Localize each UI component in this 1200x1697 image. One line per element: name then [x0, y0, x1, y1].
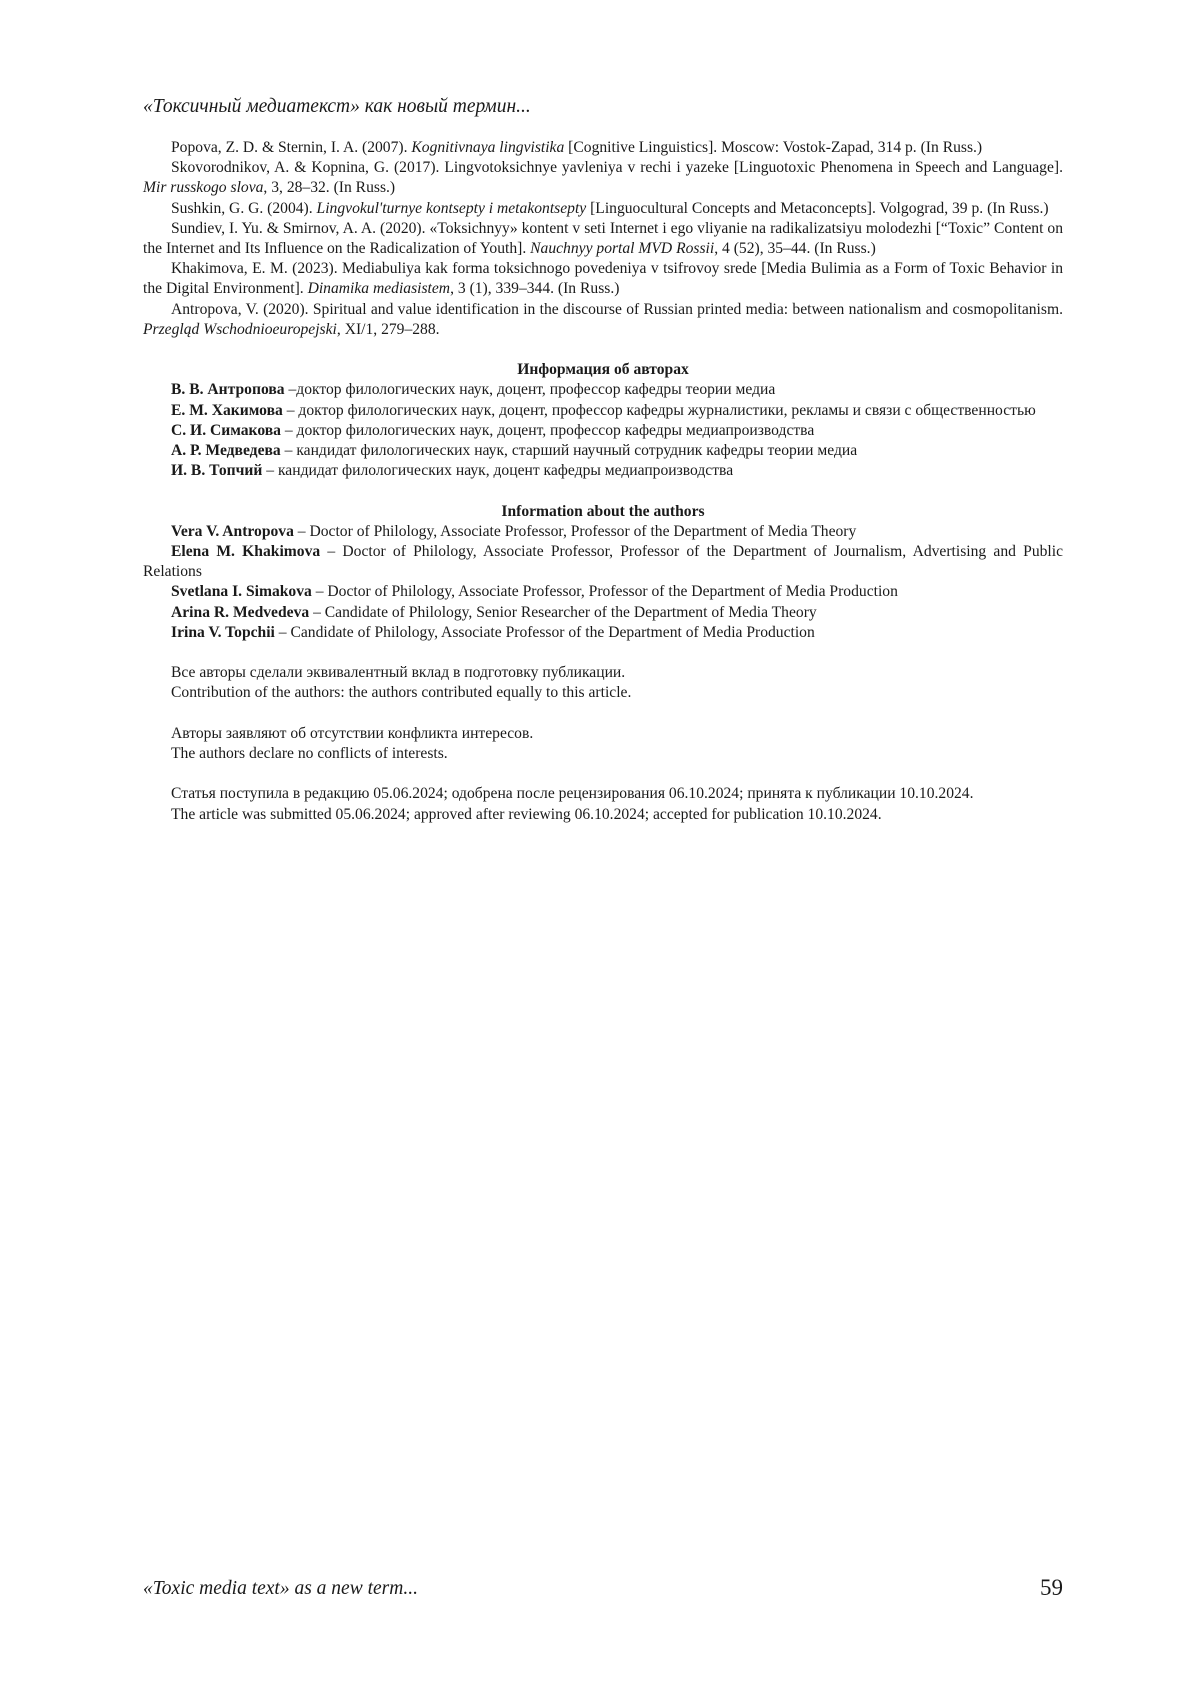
author-name: Irina V. Topchii — [171, 623, 275, 641]
author-entry: Arina R. Medvedeva – Candidate of Philology, Senior Researcher of the Department of Media Theory — [171, 603, 817, 621]
conflict-en: The authors declare no conflicts of interests. — [171, 745, 448, 763]
author-name: И. В. Топчий — [171, 462, 263, 480]
contribution-statement — [143, 663, 1063, 703]
author-name: В. В. Антропова — [171, 381, 285, 399]
reference-item: Sushkin, G. G. (2004). Lingvokul'turnye kontsepty i metakontsepty [Linguocultural Concepts and Metaconcepts]. Volgograd, 39 p. (In Russ.) — [171, 199, 1049, 217]
conflict-ru: Авторы заявляют об отсутствии конфликта интересов. — [171, 724, 534, 742]
author-name: А. Р. Медведева — [171, 442, 281, 460]
reference-item: Antropova, V. (2020). Spiritual and value identification in the discourse of Russian printed media: between nationalism and cosmopolitanism. Przegląd Wschodnioeuropejski, XI/1, 279–288. — [143, 300, 1063, 338]
author-name: Vera V. Antropova — [171, 522, 294, 540]
author-entry: С. И. Симакова – доктор филологических наук, доцент, профессор кафедры медиапроизводства — [171, 421, 815, 439]
contribution-ru: Все авторы сделали эквивалентный вклад в подготовку публикации. — [171, 664, 626, 682]
reference-item: Sundiev, I. Yu. & Smirnov, A. A. (2020). «Toksichnyy» kontent v seti Internet i ego vliyanie na radikalizatsiyu molodezhi [“Toxic” Content on the Internet and Its Influence on the Radicalization of Youth]. Nauchnyy portal MVD Rossii, 4 (52), 35–44. (In Russ.) — [143, 219, 1063, 258]
reference-item: Khakimova, E. M. (2023). Mediabuliya kak forma toksichnogo povedeniya v tsifrovoy srede [Media Bulimia as a Form of Toxic Behavior in the Digital Environment]. Dinamika mediasistem, 3 (1), 339–344. (In Russ.) — [143, 260, 1063, 298]
footer-running-title: «Toxic media text» as a new term... — [143, 1578, 418, 1599]
author-name: Arina R. Medvedeva — [171, 603, 310, 621]
author-name: Е. М. Хакимова — [171, 401, 283, 419]
conflict-statement — [143, 724, 1063, 764]
author-name: Svetlana I. Simakova — [171, 583, 312, 601]
dates-en: The article was submitted 05.06.2024; approved after reviewing 06.10.2024; accepted for publication 10.10.2024. — [171, 805, 882, 823]
author-name: Elena M. Khakimova — [171, 543, 321, 561]
authors-info-ru — [143, 360, 1063, 481]
author-entry: Irina V. Topchii – Candidate of Philology, Associate Professor of the Department of Media Production — [171, 623, 815, 641]
page-number: 59 — [1040, 1575, 1063, 1600]
section-title: Информация об авторах — [517, 361, 689, 379]
author-entry: И. В. Топчий – кандидат филологических наук, доцент кафедры медиапроизводства — [171, 462, 734, 480]
author-entry: Е. М. Хакимова – доктор филологических наук, доцент, профессор кафедры журналистики, рекламы и связи с общественностью — [171, 401, 1036, 419]
author-entry: Vera V. Antropova – Doctor of Philology, Associate Professor, Professor of the Department of Media Theory — [171, 522, 857, 540]
authors-info-en — [143, 502, 1063, 643]
article-dates — [143, 784, 1063, 824]
section-title: Information about the authors — [501, 502, 705, 520]
dates-ru: Статья поступила в редакцию 05.06.2024; одобрена после рецензирования 06.10.2024; принята к публикации 10.10.2024. — [171, 785, 974, 803]
reference-item: Skovorodnikov, A. & Kopnina, G. (2017). Lingvotoksichnye yavleniya v rechi i yazeke [Linguotoxic Phenomena in Speech and Language]. Mir russkogo slova, 3, 28–32. (In Russ.) — [143, 159, 1063, 197]
running-title: «Токсичный медиатекст» как новый термин... — [143, 96, 531, 117]
contribution-en: Contribution of the authors: the authors contributed equally to this article. — [171, 684, 632, 702]
author-name: С. И. Симакова — [171, 421, 281, 439]
author-entry: В. В. Антропова –доктор филологических наук, доцент, профессор кафедры теории медиа — [171, 381, 776, 399]
author-entry: Elena M. Khakimova – Doctor of Philology, Associate Professor, Professor of the Department of Journalism, Advertising and Public Relations — [143, 543, 1063, 581]
page-body — [143, 138, 1063, 825]
reference-item: Popova, Z. D. & Sternin, I. A. (2007). Kognitivnaya lingvistika [Cognitive Linguistics]. Moscow: Vostok-Zapad, 314 p. (In Russ.) — [171, 139, 983, 156]
reference-list — [143, 138, 1063, 340]
author-entry: Svetlana I. Simakova – Doctor of Philology, Associate Professor, Professor of the Department of Media Production — [171, 583, 898, 601]
author-entry: А. Р. Медведева – кандидат филологических наук, старший научный сотрудник кафедры теории медиа — [171, 442, 858, 460]
